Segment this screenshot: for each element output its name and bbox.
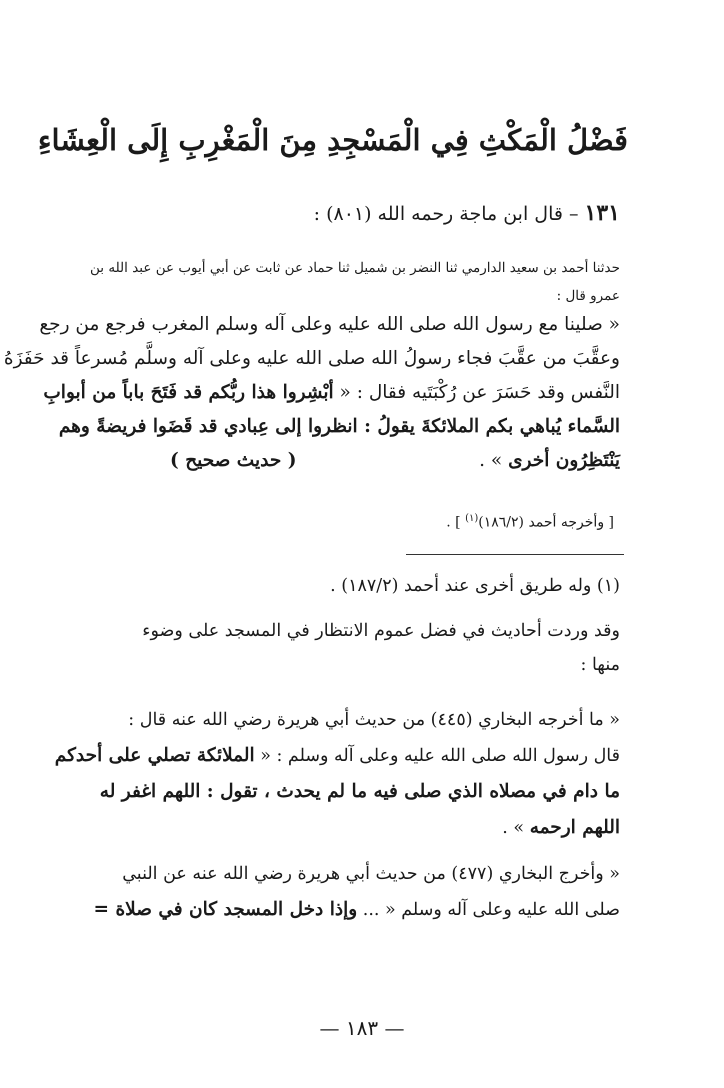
isnad-line: حدثنا أحمد بن سعيد الدارمي ثنا النضر بن شميل ثنا حماد عن ثابت عن أبي أيوب عن عبد الله بن: [90, 260, 620, 276]
isnad-line: عمرو قال :: [556, 288, 620, 304]
footnote-text: » .: [502, 818, 530, 838]
matn-text: النَّفس وقد حَسَرَ عن رُكْبَتَيه فقال : «: [333, 382, 620, 403]
hadith-number: ١٣١: [584, 200, 620, 226]
footnote-4: [93, 856, 620, 928]
chapter-title: فَضْلُ الْمَكْثِ فِي الْمَسْجِدِ مِنَ الْمَغْرِبِ إِلَى الْعِشَاءِ: [37, 123, 628, 157]
matn-line: « صلينا مع رسول الله صلى الله عليه وعلى آله وسلم المغرب فرجع من رجع: [39, 314, 620, 335]
hadith-heading: [96, 196, 620, 231]
footnote-line: « وأخرج البخاري (٤٧٧) من حديث أبي هريرة رضي الله عنه عن النبي: [122, 864, 620, 884]
footnote-divider: [406, 554, 624, 555]
footnote-text: قال رسول الله صلى الله عليه وعلى آله وسلم : «: [254, 746, 620, 766]
footnote-line: [93, 892, 620, 928]
footnote-1: (١) وله طريق أخرى عند أحمد (١٨٧/٢) .: [330, 576, 620, 596]
takhrij-text: [ وأخرجه أحمد (١٨٦/٢): [478, 514, 614, 531]
hadith-grade: ( حديث صحيح ): [170, 450, 297, 471]
footnote-text: صلى الله عليه وعلى آله وسلم « ...: [357, 900, 620, 920]
footnote-line: [96, 810, 620, 846]
takhrij-note: [96, 505, 614, 537]
footnote-line: وقد وردت أحاديث في فضل عموم الانتظار في المسجد على وضوء: [142, 621, 620, 641]
hadith-text: [3, 308, 620, 478]
takhrij-text: ] .: [446, 514, 466, 531]
footnote-ref: (١): [465, 513, 479, 524]
matn-line: السَّماء يُباهي بكم الملائكةَ يقولُ : انظروا إلى عِبادي قد قَضَوا فريضةً وهم: [58, 416, 620, 437]
matn-text: » .: [479, 450, 509, 471]
footnote-line: [54, 738, 620, 774]
footnote-bold-text: وإذا دخل المسجد كان في صلاة =: [93, 899, 358, 920]
footnote-line: [96, 774, 620, 810]
footnote-bold-text: اللهم ارحمه: [529, 817, 620, 838]
footnote-3: [54, 702, 620, 846]
matn-bold-text: أبْشِروا هذا ربُّكم قد فَتَحَ باباً من أبوابِ: [43, 382, 334, 403]
footnote-2: [96, 614, 620, 682]
footnote-bold-text: الملائكة تصلي على أحدكم: [54, 745, 255, 766]
matn-line: وعقَّبَ من عقَّبَ فجاء رسولُ الله صلى الله عليه وعلى آله وسلَّم مُسرعاً قد حَفَزَهُ: [3, 348, 620, 369]
footnote-line: منها :: [580, 655, 620, 675]
matn-line: [43, 376, 620, 410]
footnote-bold-text: ما دام في مصلاه الذي صلى فيه ما لم يحدث ، تقول : اللهم اغفر له: [99, 781, 620, 802]
isnad-chain: [90, 254, 620, 310]
hadith-source: – قال ابن ماجة رحمه الله (٨٠١) :: [313, 203, 585, 225]
matn-bold-text: يَنْتَظِرُون أخرى: [508, 450, 620, 471]
footnote-line: « ما أخرجه البخاري (٤٤٥) من حديث أبي هريرة رضي الله عنه قال :: [128, 710, 620, 730]
page-number: — ١٨٣ —: [319, 1016, 405, 1040]
